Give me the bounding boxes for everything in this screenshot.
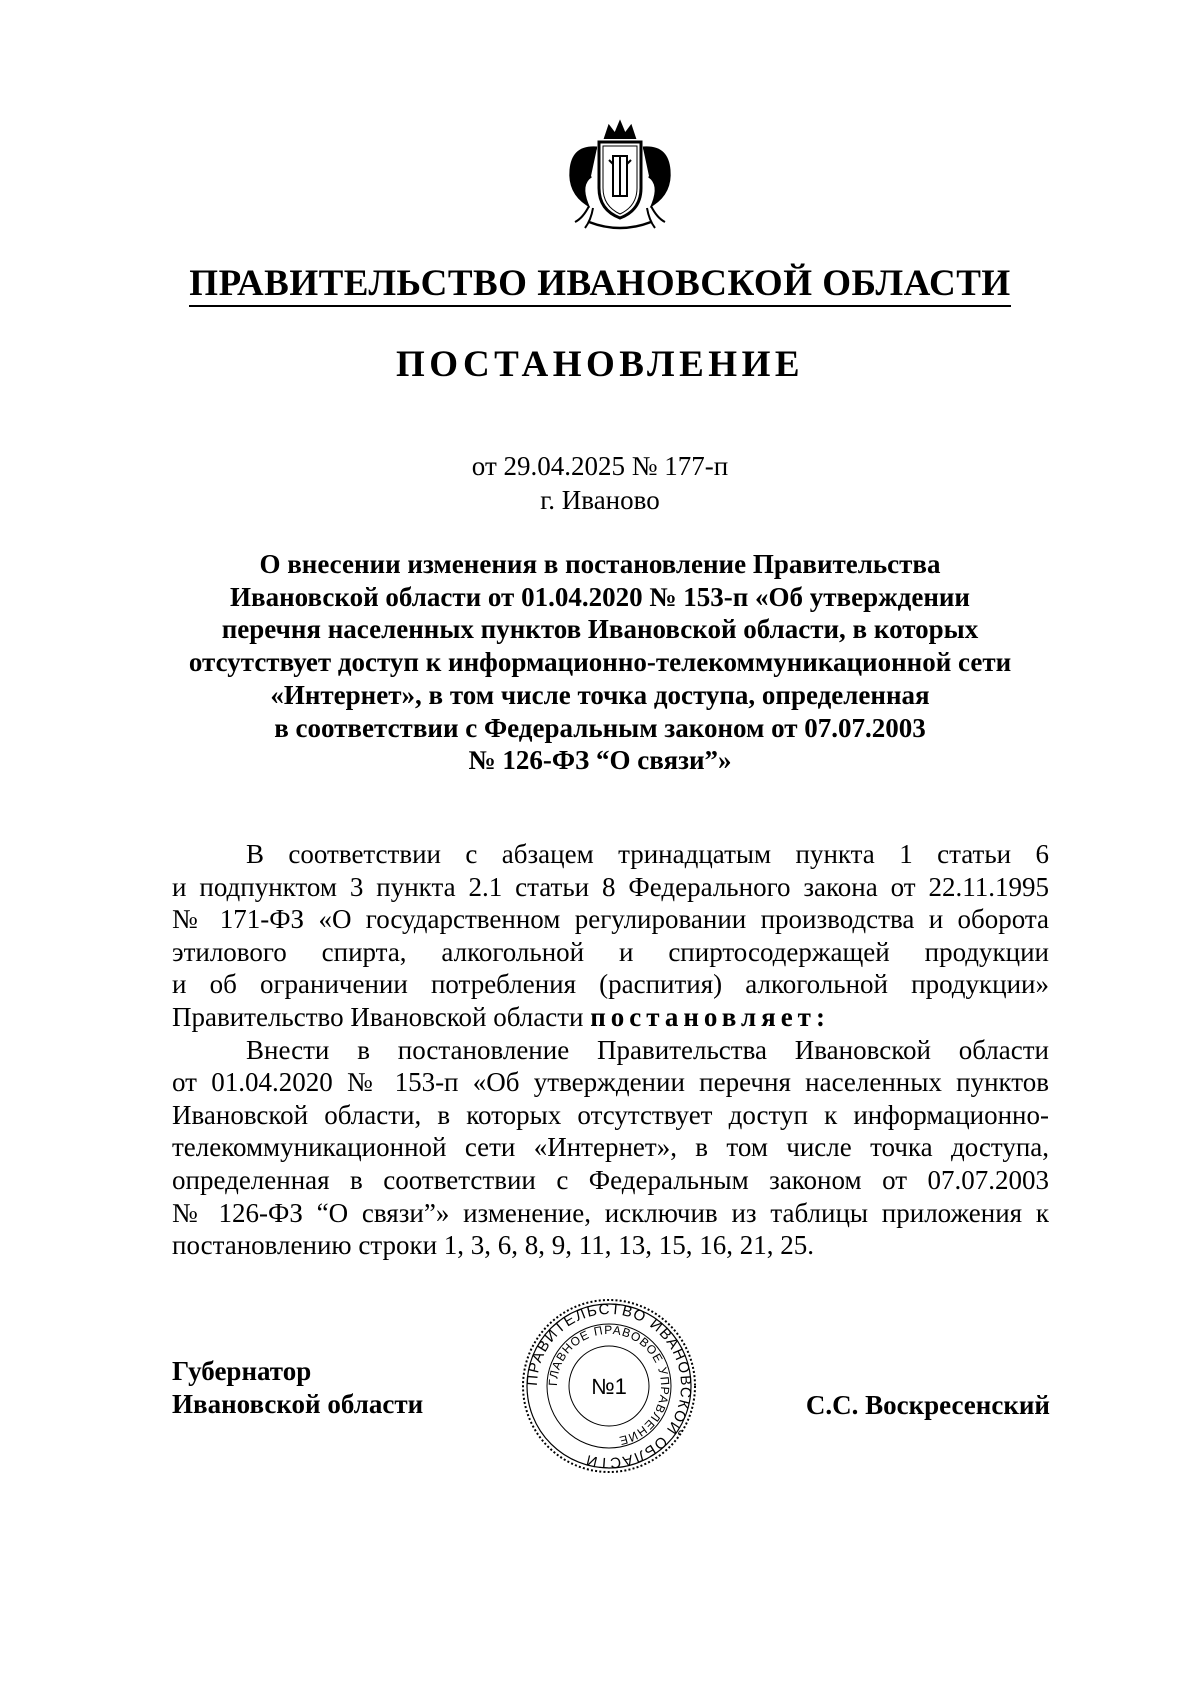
body-line: В соответствии с абзацем тринадцатым пункта 1 статьи 6: [246, 839, 1049, 869]
body-line: от 01.04.2020 № 153-п «Об утверждении перечня населенных пунктов: [172, 1067, 1049, 1098]
subject-line: № 126-ФЗ “О связи”»: [468, 745, 732, 776]
document-body: [172, 838, 1049, 1262]
coat-of-arms-icon: [553, 118, 687, 236]
seal-inner-text: ГЛАВНОЕ ПРАВОВОЕ УПРАВЛЕНИЕ: [545, 1322, 673, 1449]
document-type: ПОСТАНОВЛЕНИЕ: [395, 344, 805, 385]
signatory-position: [172, 1355, 423, 1421]
body-line-resolution: [172, 1001, 1049, 1034]
body-line: и об ограничении потребления (распития) алкогольной продукции»: [172, 969, 1049, 1000]
document-date-number: от 29.04.2025 № 177-п: [471, 451, 729, 481]
signatory-position-line: Губернатор: [172, 1356, 312, 1386]
body-line: определенная в соответствии с Федеральным законом от 07.07.2003: [172, 1164, 1049, 1195]
subject-line: «Интернет», в том числе точка доступа, определенная: [270, 679, 930, 710]
body-line: постановлению строки 1, 3, 6, 8, 9, 11, 13, 15, 16, 21, 25.: [172, 1230, 815, 1261]
round-seal-icon: [520, 1297, 698, 1475]
document-subject: [150, 548, 1050, 777]
body-line: этилового спирта, алкогольной и спиртосодержащей продукции: [172, 936, 1049, 967]
subject-line: перечня населенных пунктов Ивановской области, в которых: [221, 614, 979, 645]
subject-line: О внесении изменения в постановление Правительства: [259, 549, 941, 579]
organization-title: [150, 262, 1050, 306]
document-city: г. Иваново: [540, 485, 660, 515]
body-line: телекоммуникационной сети «Интернет», в том числе точка доступа,: [172, 1132, 1049, 1163]
subject-line: Ивановской области от 01.04.2020 № 153-п «Об утверждении: [230, 581, 970, 612]
signatory-position-line: Ивановской области: [172, 1389, 424, 1419]
seal-center-number: №1: [591, 1374, 627, 1399]
body-line: Ивановской области, в которых отсутствует доступ к информационно-: [172, 1099, 1049, 1130]
subject-line: отсутствует доступ к информационно-телекоммуникационной сети: [188, 647, 1012, 678]
seal-outer-text: ПРАВИТЕЛЬСТВО ИВАНОВСКОЙ ОБЛАСТИ: [523, 1300, 695, 1472]
organization-title-text: ПРАВИТЕЛЬСТВО ИВАНОВСКОЙ ОБЛАСТИ: [189, 263, 1010, 307]
body-line-prefix: Правительство Ивановской области: [172, 1001, 591, 1032]
body-line: № 126-ФЗ “О связи”» изменение, исключив из таблицы приложения к: [172, 1197, 1049, 1228]
body-line: Внести в постановление Правительства Ивановской области: [246, 1034, 1049, 1065]
subject-line: в соответствии с Федеральным законом от 07.07.2003: [274, 712, 926, 743]
resolves-keyword: постановляет:: [590, 1001, 830, 1032]
body-line: и подпунктом 3 пункта 2.1 статьи 8 Федерального закона от 22.11.1995: [172, 871, 1049, 902]
body-line: № 171-ФЗ «О государственном регулировании производства и оборота: [172, 904, 1049, 935]
signatory-name: С.С. Воскресенский: [805, 1390, 1050, 1420]
